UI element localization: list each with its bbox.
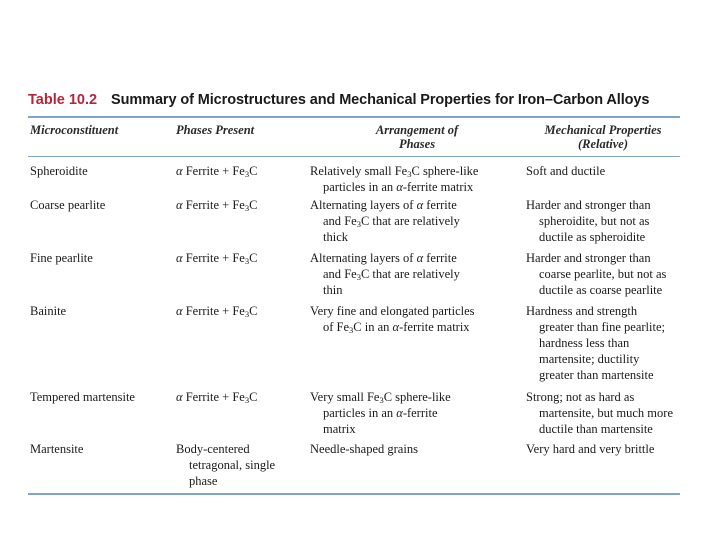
- cell-phases-present: [176, 389, 306, 405]
- table-title: Summary of Microstructures and Mechanical Properties for Iron–Carbon Alloys: [111, 92, 650, 108]
- table-row: [28, 303, 680, 389]
- cell-line: Fine pearlite: [30, 251, 93, 265]
- cell-line: Very small $Fe_3C$ sphere-like: [310, 390, 451, 405]
- alpha-symbol: α: [396, 180, 403, 194]
- header-phases-present: Phases Present: [176, 123, 255, 137]
- cell-line: phase: [189, 474, 218, 488]
- cell-arrangement: [310, 163, 524, 195]
- cell-line: and $Fe_3C$ that are relatively: [323, 214, 460, 229]
- cell-line: Soft and ductile: [526, 164, 606, 178]
- cell-line: Body-centered: [176, 442, 250, 456]
- table-row: [28, 389, 680, 441]
- cell-microconstituent: [30, 250, 170, 266]
- cell-line: Alternating layers of α ferrite: [310, 198, 457, 212]
- cell-line: coarse pearlite, but not as: [539, 267, 667, 281]
- table-row: [28, 250, 680, 303]
- cell-phases-present: [176, 303, 306, 319]
- cell-line: Bainite: [30, 304, 67, 318]
- alpha-symbol: α: [176, 198, 183, 212]
- cell-microconstituent: [30, 163, 170, 179]
- header-microconstituent: Microconstituent: [30, 123, 119, 137]
- cell-line: tetragonal, single: [189, 458, 276, 472]
- cell-arrangement: [310, 389, 524, 437]
- cell-line: α Ferrite + $Fe_3C$: [176, 198, 258, 213]
- alpha-symbol: α: [176, 390, 183, 404]
- cell-line: Needle-shaped grains: [310, 442, 418, 456]
- header-row: [28, 118, 680, 156]
- table-document: [28, 92, 680, 495]
- header-rule: [28, 156, 680, 157]
- cell-line: and $Fe_3C$ that are relatively: [323, 267, 460, 282]
- cell-line: Strong; not as hard as: [526, 390, 635, 404]
- cell-phases-present: [176, 441, 306, 489]
- table-row: [28, 163, 680, 197]
- cell-phases-present: [176, 163, 306, 179]
- cell-mechanical-properties: [526, 441, 680, 457]
- cell-line: Spheroidite: [30, 164, 88, 178]
- cell-line: martensite, but much more: [539, 406, 673, 420]
- cell-mechanical-properties: [526, 163, 680, 179]
- alpha-symbol: α: [176, 304, 183, 318]
- cell-line: greater than fine pearlite;: [539, 320, 665, 334]
- cell-line: Relatively small $Fe_3C$ sphere-like: [310, 164, 479, 179]
- cell-line: particles in an α-ferrite matrix: [323, 180, 474, 194]
- cell-phases-present: [176, 197, 306, 213]
- cell-line: Tempered martensite: [30, 390, 135, 404]
- cell-line: thin: [323, 283, 343, 297]
- cell-line: thick: [323, 230, 348, 244]
- cell-line: α Ferrite + $Fe_3C$: [176, 164, 258, 179]
- cell-line: matrix: [323, 422, 356, 436]
- cell-line: Coarse pearlite: [30, 198, 106, 212]
- cell-line: Martensite: [30, 442, 84, 456]
- cell-line: ductile as coarse pearlite: [539, 283, 663, 297]
- alpha-symbol: α: [416, 198, 424, 212]
- bottom-rule: [28, 493, 680, 495]
- cell-line: α Ferrite + $Fe_3C$: [176, 390, 258, 405]
- cell-line: hardness less than: [539, 336, 630, 350]
- alpha-symbol: α: [392, 320, 400, 334]
- cell-line: α Ferrite + $Fe_3C$: [176, 304, 258, 319]
- cell-line: α Ferrite + $Fe_3C$: [176, 251, 258, 266]
- cell-line: Harder and stronger than: [526, 251, 651, 265]
- cell-line: Very fine and elongated particles: [310, 304, 475, 318]
- cell-arrangement: [310, 303, 524, 335]
- cell-mechanical-properties: [526, 303, 680, 383]
- cell-microconstituent: [30, 303, 170, 319]
- cell-arrangement: [310, 441, 524, 457]
- table-row: [28, 441, 680, 493]
- alpha-symbol: α: [396, 406, 403, 420]
- alpha-symbol: α: [416, 251, 424, 265]
- cell-mechanical-properties: [526, 389, 680, 437]
- cell-line: particles in an α-ferrite: [323, 406, 438, 420]
- cell-microconstituent: [30, 197, 170, 213]
- cell-line: of $Fe_3C$ in an α-ferrite matrix: [323, 320, 470, 335]
- cell-mechanical-properties: [526, 250, 680, 298]
- alpha-symbol: α: [176, 251, 183, 265]
- header-arrangement: Arrangement of Phases: [375, 123, 459, 151]
- cell-line: Harder and stronger than: [526, 198, 651, 212]
- cell-line: Very hard and very brittle: [526, 442, 655, 456]
- table-caption: [28, 92, 680, 116]
- header-mechanical-properties: Mechanical Properties (Relative): [544, 123, 662, 151]
- cell-line: ductile than martensite: [539, 422, 653, 436]
- cell-line: spheroidite, but not as: [539, 214, 650, 228]
- cell-line: Alternating layers of α ferrite: [310, 251, 457, 265]
- cell-line: greater than martensite: [539, 368, 654, 382]
- cell-microconstituent: [30, 389, 170, 405]
- cell-arrangement: [310, 197, 524, 245]
- cell-microconstituent: [30, 441, 170, 457]
- table-row: [28, 197, 680, 250]
- cell-line: martensite; ductility: [539, 352, 640, 366]
- cell-phases-present: [176, 250, 306, 266]
- alpha-symbol: α: [176, 164, 183, 178]
- cell-line: Hardness and strength: [526, 304, 638, 318]
- cell-line: ductile as spheroidite: [539, 230, 646, 244]
- table-number: Table 10.2: [28, 92, 98, 108]
- cell-arrangement: [310, 250, 524, 298]
- cell-mechanical-properties: [526, 197, 680, 245]
